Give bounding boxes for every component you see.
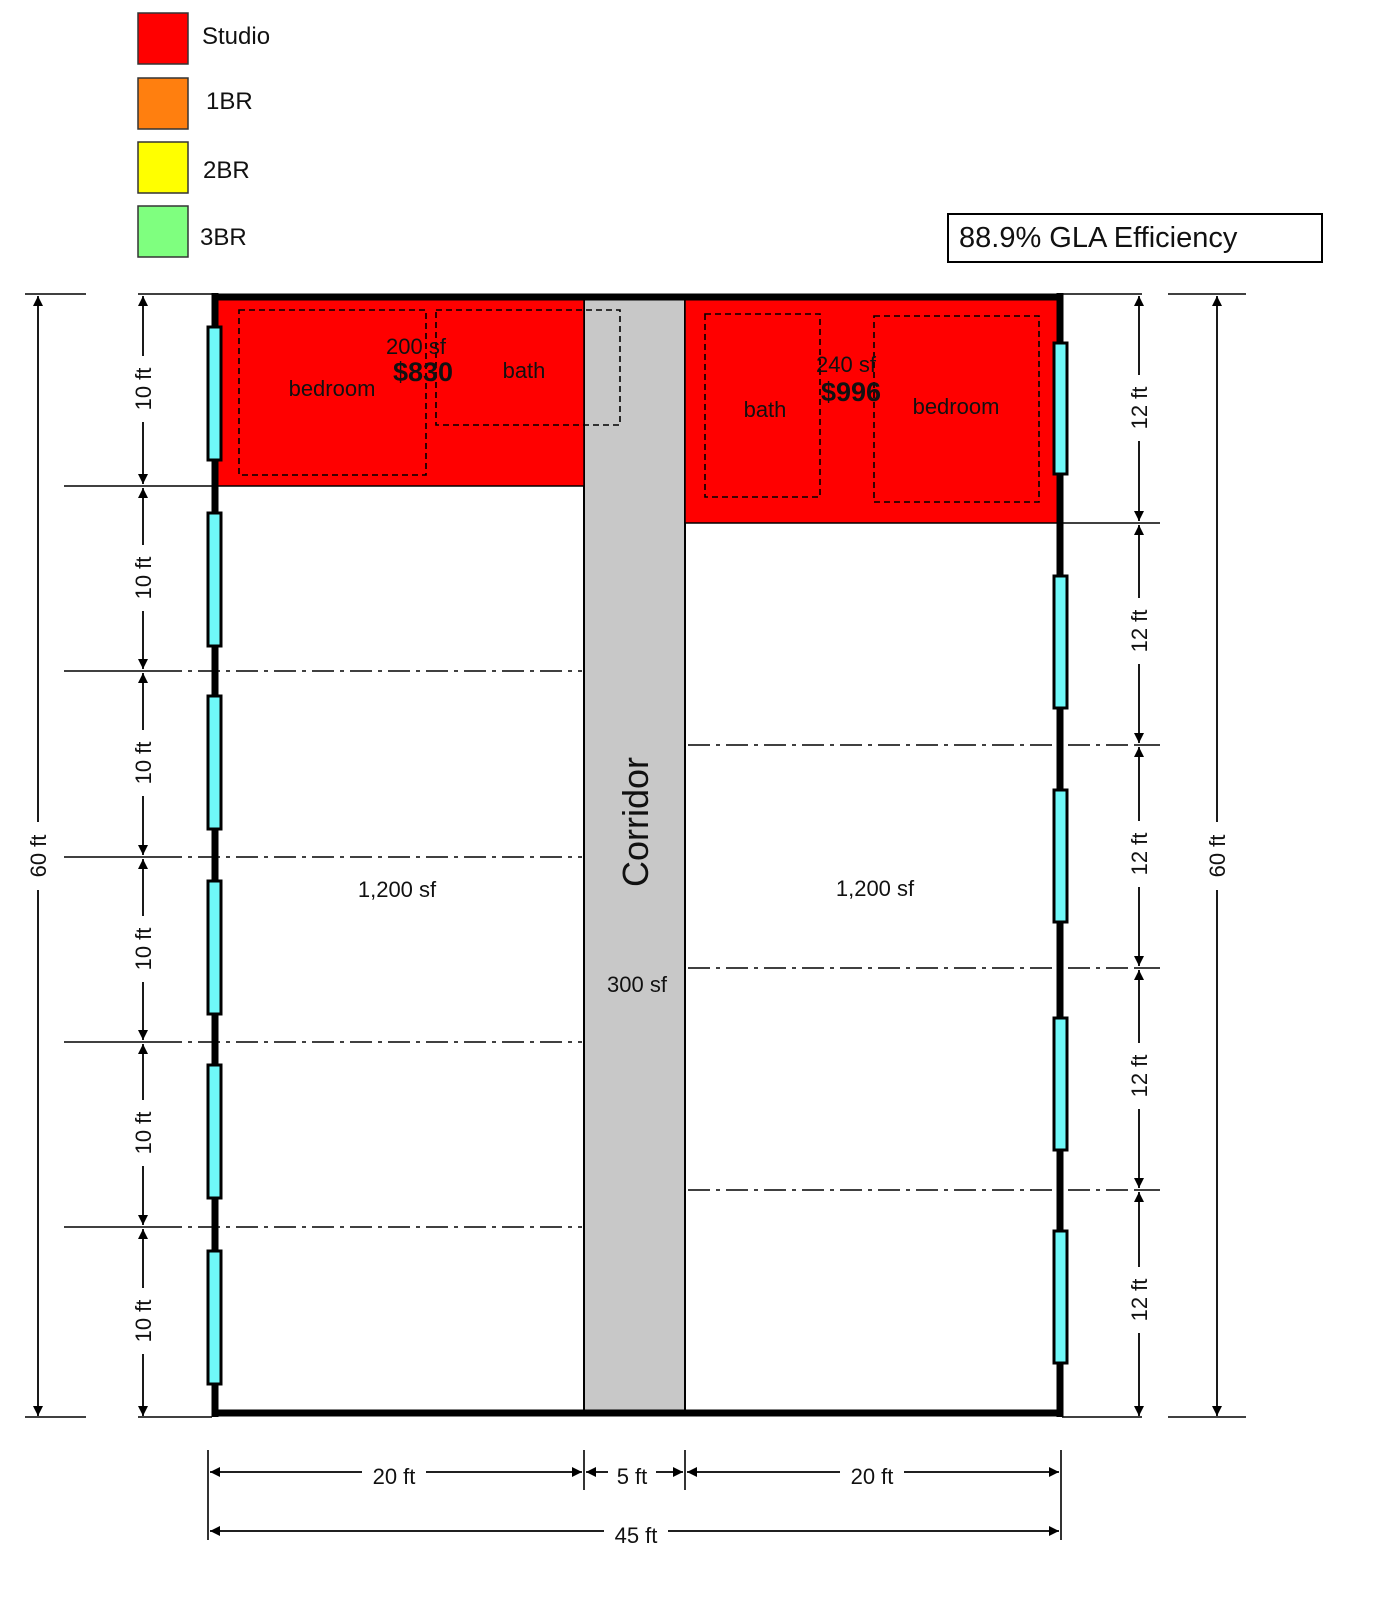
window xyxy=(1054,576,1067,708)
dim-bottom-right: 20 ft xyxy=(850,1464,894,1489)
left-unit-rent: $830 xyxy=(392,357,454,387)
right-wing-area: 1,200 sf xyxy=(835,876,915,901)
left-bath-label: bath xyxy=(502,358,546,383)
dim-bottom-corridor: 5 ft xyxy=(616,1464,648,1489)
dim-left-module-6: 10 ft xyxy=(131,1299,156,1343)
legend-swatch-2br xyxy=(138,142,188,193)
legend-swatch-3br xyxy=(138,206,188,257)
dim-right-module-4: 12 ft xyxy=(1127,1054,1152,1098)
dim-left-total: 60 ft xyxy=(26,834,51,878)
legend-label-2br: 2BR xyxy=(203,157,250,184)
window xyxy=(1054,1231,1067,1363)
legend-swatch-1br xyxy=(138,78,188,129)
left-wing-area: 1,200 sf xyxy=(357,877,437,902)
dim-bottom-left: 20 ft xyxy=(372,1464,416,1489)
dim-right-module-5: 12 ft xyxy=(1127,1278,1152,1322)
dim-right-module-2: 12 ft xyxy=(1127,609,1152,653)
window xyxy=(208,513,221,646)
legend-swatch-studio xyxy=(138,13,188,64)
window xyxy=(1054,343,1067,474)
right-bedroom-label: bedroom xyxy=(912,394,1000,419)
dim-right-total: 60 ft xyxy=(1205,834,1230,878)
gla-efficiency-label: 88.9% GLA Efficiency xyxy=(947,213,1323,263)
dim-bottom-total: 45 ft xyxy=(614,1523,658,1548)
studio-unit-right xyxy=(685,297,1061,523)
dim-left-module-2: 10 ft xyxy=(131,556,156,600)
dim-left-module-3: 10 ft xyxy=(131,741,156,785)
left-unit-area: 200 sf xyxy=(386,334,446,359)
corridor-label: Corridor xyxy=(615,756,656,888)
window xyxy=(208,696,221,829)
dim-left-module-1: 10 ft xyxy=(131,367,156,411)
legend-label-studio: Studio xyxy=(202,23,271,50)
studio-unit-left xyxy=(215,297,584,486)
dim-left-module-5: 10 ft xyxy=(131,1111,156,1155)
legend-label-3br: 3BR xyxy=(200,224,247,251)
dim-left-module-4: 10 ft xyxy=(131,927,156,971)
left-bedroom-label: bedroom xyxy=(288,376,376,401)
legend xyxy=(138,13,270,257)
dim-right-module-3: 12 ft xyxy=(1127,832,1152,876)
right-unit-area: 240 sf xyxy=(816,352,876,377)
right-bath-label: bath xyxy=(743,397,787,422)
window xyxy=(1054,790,1067,922)
dim-right-module-1: 12 ft xyxy=(1127,386,1152,430)
window xyxy=(208,327,221,460)
window xyxy=(208,881,221,1014)
corridor-area: 300 sf xyxy=(607,972,667,997)
legend-label-1br: 1BR xyxy=(206,88,253,115)
window xyxy=(208,1065,221,1198)
window xyxy=(208,1251,221,1384)
right-unit-rent: $996 xyxy=(820,377,882,407)
window xyxy=(1054,1018,1067,1150)
